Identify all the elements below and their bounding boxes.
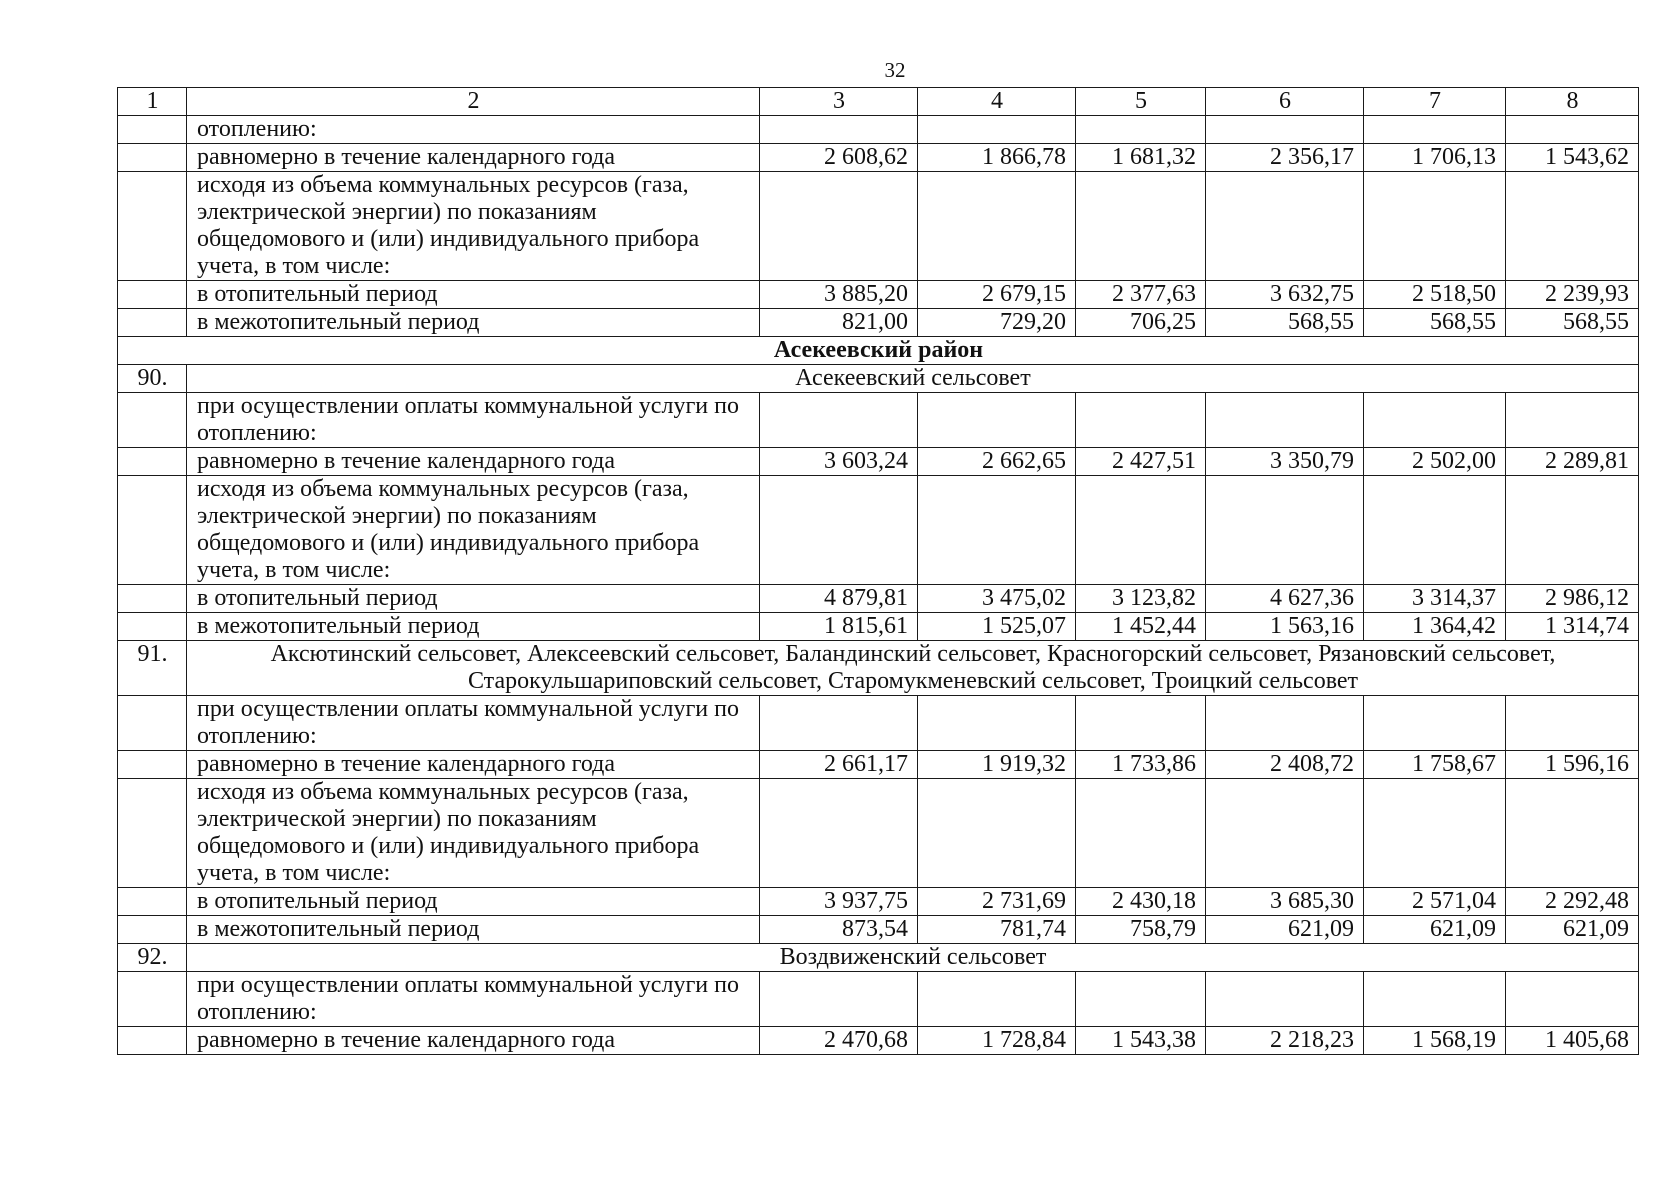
tariff-value <box>918 696 1076 751</box>
tariff-value <box>918 172 1076 281</box>
tariff-value <box>1506 116 1639 144</box>
row-number <box>118 972 187 1027</box>
row-number <box>118 281 187 309</box>
row-description: исходя из объема коммунальных ресурсов (газа, электрической энергии) по показаниям общедомового и (или) индивидуального прибора учета, в том числе: <box>187 779 760 888</box>
table-row <box>118 1027 1639 1055</box>
tariff-value <box>1506 972 1639 1027</box>
tariff-value <box>1206 779 1364 888</box>
tariff-value: 1 405,68 <box>1506 1027 1639 1055</box>
tariff-value: 1 706,13 <box>1364 144 1506 172</box>
row-description: в отопительный период <box>187 281 760 309</box>
column-number: 4 <box>918 88 1076 116</box>
tariff-value: 4 879,81 <box>760 585 918 613</box>
tariff-value <box>1506 696 1639 751</box>
tariff-value: 2 731,69 <box>918 888 1076 916</box>
tariff-value: 758,79 <box>1076 916 1206 944</box>
column-number: 2 <box>187 88 760 116</box>
row-number <box>118 309 187 337</box>
table-row <box>118 613 1639 641</box>
tariff-value: 706,25 <box>1076 309 1206 337</box>
tariff-value: 1 681,32 <box>1076 144 1206 172</box>
tariff-value <box>760 393 918 448</box>
row-number <box>118 144 187 172</box>
tariff-value: 2 408,72 <box>1206 751 1364 779</box>
tariff-value: 873,54 <box>760 916 918 944</box>
table-row <box>118 116 1639 144</box>
row-number <box>118 751 187 779</box>
tariff-value: 821,00 <box>760 309 918 337</box>
tariff-value: 2 377,63 <box>1076 281 1206 309</box>
tariff-value: 3 632,75 <box>1206 281 1364 309</box>
tariff-value: 621,09 <box>1506 916 1639 944</box>
tariff-value: 1 452,44 <box>1076 613 1206 641</box>
tariff-value <box>1076 393 1206 448</box>
row-description: равномерно в течение календарного года <box>187 751 760 779</box>
tariff-value <box>760 972 918 1027</box>
tariff-value <box>918 972 1076 1027</box>
table-row <box>118 309 1639 337</box>
tariff-value: 2 292,48 <box>1506 888 1639 916</box>
row-number <box>118 888 187 916</box>
row-description: при осуществлении оплаты коммунальной услуги по отоплению: <box>187 972 760 1027</box>
tariff-value: 2 218,23 <box>1206 1027 1364 1055</box>
row-number <box>118 916 187 944</box>
tariff-value <box>1364 779 1506 888</box>
tariff-value <box>918 393 1076 448</box>
row-description: исходя из объема коммунальных ресурсов (газа, электрической энергии) по показаниям общедомового и (или) индивидуального прибора учета, в том числе: <box>187 172 760 281</box>
tariff-value: 4 627,36 <box>1206 585 1364 613</box>
tariff-value: 568,55 <box>1364 309 1506 337</box>
tariff-value <box>1506 172 1639 281</box>
tariff-value <box>1506 779 1639 888</box>
settlement-row <box>118 641 1639 696</box>
tariff-value: 3 603,24 <box>760 448 918 476</box>
tariff-value <box>1506 393 1639 448</box>
table-row <box>118 916 1639 944</box>
tariff-value <box>1206 696 1364 751</box>
row-description: равномерно в течение календарного года <box>187 144 760 172</box>
tariff-value: 1 866,78 <box>918 144 1076 172</box>
tariff-value <box>918 476 1076 585</box>
row-number <box>118 613 187 641</box>
table-row <box>118 888 1639 916</box>
tariff-value <box>1076 972 1206 1027</box>
row-description: в межотопительный период <box>187 309 760 337</box>
tariff-value: 2 662,65 <box>918 448 1076 476</box>
tariff-value: 1 728,84 <box>918 1027 1076 1055</box>
row-number <box>118 1027 187 1055</box>
tariff-value: 1 525,07 <box>918 613 1076 641</box>
row-number <box>118 393 187 448</box>
tariff-value: 3 685,30 <box>1206 888 1364 916</box>
tariff-value <box>1364 393 1506 448</box>
tariff-value: 1 563,16 <box>1206 613 1364 641</box>
row-number <box>118 779 187 888</box>
tariff-value: 568,55 <box>1206 309 1364 337</box>
tariff-value <box>1506 476 1639 585</box>
row-number <box>118 448 187 476</box>
tariff-value: 2 430,18 <box>1076 888 1206 916</box>
settlement-name: Асекеевский сельсовет <box>187 365 1639 393</box>
tariff-value <box>760 476 918 585</box>
tariff-value <box>760 116 918 144</box>
tariff-value <box>1206 172 1364 281</box>
tariff-value: 2 661,17 <box>760 751 918 779</box>
tariff-value <box>1206 393 1364 448</box>
tariff-value <box>1076 696 1206 751</box>
row-number <box>118 476 187 585</box>
row-number <box>118 585 187 613</box>
tariff-value: 781,74 <box>918 916 1076 944</box>
tariff-value <box>1076 476 1206 585</box>
row-description: при осуществлении оплаты коммунальной услуги по отоплению: <box>187 696 760 751</box>
table-row <box>118 476 1639 585</box>
tariff-value: 2 356,17 <box>1206 144 1364 172</box>
table-row <box>118 696 1639 751</box>
row-number <box>118 696 187 751</box>
table-row <box>118 585 1639 613</box>
tariff-value: 1 596,16 <box>1506 751 1639 779</box>
tariff-value <box>918 779 1076 888</box>
tariff-value <box>760 696 918 751</box>
tariff-value: 1 568,19 <box>1364 1027 1506 1055</box>
tariff-value <box>1076 779 1206 888</box>
column-number: 5 <box>1076 88 1206 116</box>
tariff-value: 568,55 <box>1506 309 1639 337</box>
settlement-row <box>118 944 1639 972</box>
settlement-row <box>118 365 1639 393</box>
tariff-value <box>760 779 918 888</box>
row-number: 92. <box>118 944 187 972</box>
tariff-table <box>117 87 1639 1055</box>
tariff-value: 1 758,67 <box>1364 751 1506 779</box>
tariff-value: 2 679,15 <box>918 281 1076 309</box>
tariff-value: 2 427,51 <box>1076 448 1206 476</box>
tariff-value: 1 543,62 <box>1506 144 1639 172</box>
tariff-value <box>1076 172 1206 281</box>
tariff-value: 1 919,32 <box>918 751 1076 779</box>
row-description: в межотопительный период <box>187 916 760 944</box>
tariff-value: 1 364,42 <box>1364 613 1506 641</box>
table-row <box>118 393 1639 448</box>
column-number: 7 <box>1364 88 1506 116</box>
row-number <box>118 116 187 144</box>
tariff-value: 1 733,86 <box>1076 751 1206 779</box>
row-description: в отопительный период <box>187 888 760 916</box>
tariff-value: 1 543,38 <box>1076 1027 1206 1055</box>
row-description: исходя из объема коммунальных ресурсов (газа, электрической энергии) по показаниям общедомового и (или) индивидуального прибора учета, в том числе: <box>187 476 760 585</box>
tariff-value: 2 470,68 <box>760 1027 918 1055</box>
tariff-value <box>1364 116 1506 144</box>
tariff-value <box>1076 116 1206 144</box>
tariff-value: 3 937,75 <box>760 888 918 916</box>
tariff-value: 3 123,82 <box>1076 585 1206 613</box>
column-number: 1 <box>118 88 187 116</box>
tariff-value: 3 475,02 <box>918 585 1076 613</box>
tariff-value <box>1364 972 1506 1027</box>
row-description: при осуществлении оплаты коммунальной услуги по отоплению: <box>187 393 760 448</box>
tariff-value: 3 350,79 <box>1206 448 1364 476</box>
tariff-value <box>1206 116 1364 144</box>
page-number: 32 <box>884 58 906 82</box>
tariff-value: 3 314,37 <box>1364 585 1506 613</box>
settlement-name: Аксютинский сельсовет, Алексеевский сельсовет, Баландинский сельсовет, Красногорский сельсовет, Рязановский сельсовет, Старокульшариповский сельсовет, Старомукменевский сельсовет, Троицкий сельсовет <box>187 641 1639 696</box>
tariff-value: 621,09 <box>1364 916 1506 944</box>
table-row <box>118 972 1639 1027</box>
tariff-value <box>1364 476 1506 585</box>
tariff-value <box>760 172 918 281</box>
column-number-row <box>118 88 1639 116</box>
row-number: 90. <box>118 365 187 393</box>
tariff-value <box>1364 172 1506 281</box>
tariff-value <box>918 116 1076 144</box>
settlement-name: Воздвиженский сельсовет <box>187 944 1639 972</box>
row-description: равномерно в течение календарного года <box>187 1027 760 1055</box>
table-row <box>118 779 1639 888</box>
row-description: в отопительный период <box>187 585 760 613</box>
tariff-value <box>1364 696 1506 751</box>
tariff-value: 621,09 <box>1206 916 1364 944</box>
row-number <box>118 172 187 281</box>
tariff-value: 1 314,74 <box>1506 613 1639 641</box>
tariff-value: 729,20 <box>918 309 1076 337</box>
table-row <box>118 144 1639 172</box>
tariff-value: 2 289,81 <box>1506 448 1639 476</box>
tariff-value: 3 885,20 <box>760 281 918 309</box>
tariff-value: 2 502,00 <box>1364 448 1506 476</box>
row-description: отоплению: <box>187 116 760 144</box>
table-row <box>118 751 1639 779</box>
tariff-value: 2 608,62 <box>760 144 918 172</box>
table-row <box>118 172 1639 281</box>
district-title: Асекеевский район <box>118 337 1639 365</box>
column-number: 6 <box>1206 88 1364 116</box>
column-number: 3 <box>760 88 918 116</box>
row-description: в межотопительный период <box>187 613 760 641</box>
table-row <box>118 448 1639 476</box>
tariff-value <box>1206 476 1364 585</box>
tariff-value: 2 571,04 <box>1364 888 1506 916</box>
tariff-value: 2 239,93 <box>1506 281 1639 309</box>
tariff-value: 2 518,50 <box>1364 281 1506 309</box>
table-row <box>118 281 1639 309</box>
tariff-value: 2 986,12 <box>1506 585 1639 613</box>
column-number: 8 <box>1506 88 1639 116</box>
district-row <box>118 337 1639 365</box>
row-description: равномерно в течение календарного года <box>187 448 760 476</box>
row-number: 91. <box>118 641 187 696</box>
tariff-value <box>1206 972 1364 1027</box>
tariff-value: 1 815,61 <box>760 613 918 641</box>
